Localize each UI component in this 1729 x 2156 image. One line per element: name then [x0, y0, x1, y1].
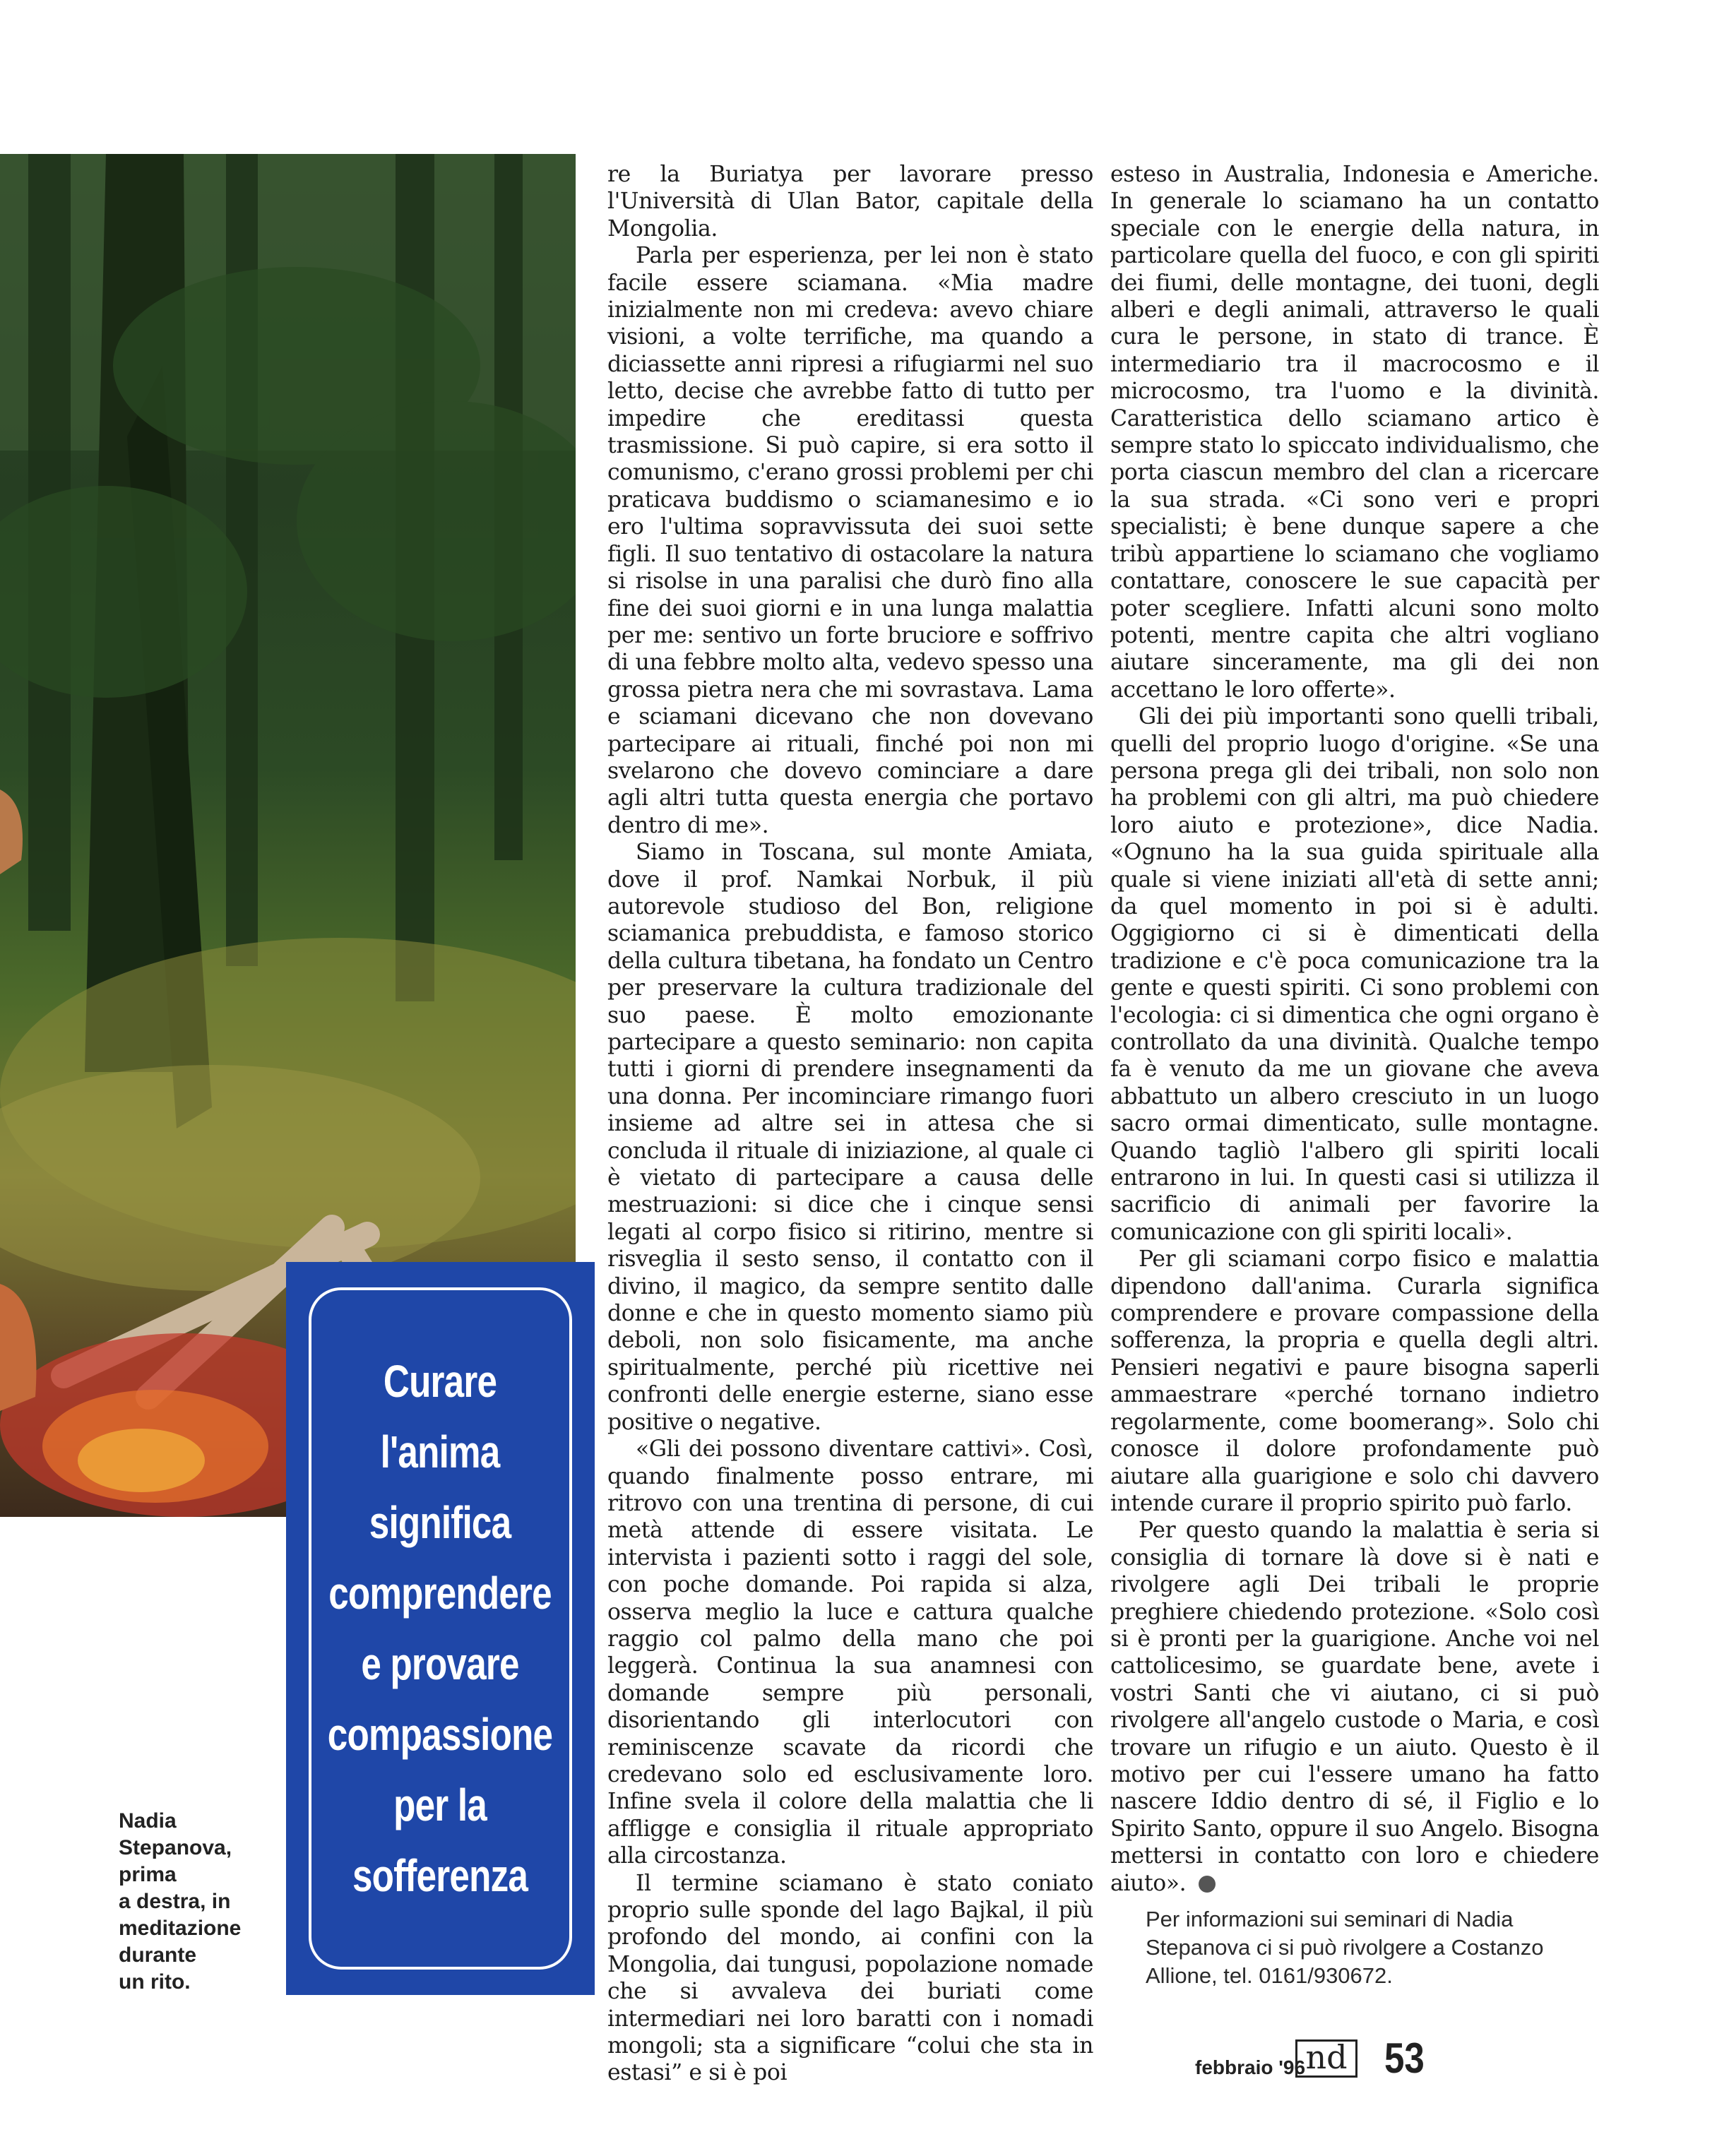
- caption-line: a destra, in: [119, 1890, 231, 1913]
- issue-date: febbraio '96: [1195, 2056, 1306, 2078]
- magazine-logo: nd: [1295, 2039, 1357, 2078]
- article-paragraph: esteso in Australia, Indonesia e Americhe. In generale lo sciamano ha un contatto speciale con le energie della natura, in particolare quella del fuoco, e con gli spiriti dei fiumi, delle montagne, dei tuoni, degli alberi e degli animali, attraverso le quali cura le persone, in stato di trance. È intermediario tra il macrocosmo e il microcosmo, tra l'uomo e la divinità. Caratteristica dello sciamano artico è sempre stato lo spiccato individualismo, che porta ciascun membro del clan a ricercare la sua strada. «Ci sono veri e propri specialisti; è bene dunque sapere a che tribù appartiene lo sciamano che vogliamo contattare, conoscere le sue capacità per poter scegliere. Infatti alcuni sono molto potenti, mentre capita che altri vogliano aiutare sinceramente, ma gli dei non accettano le loro offerte».: [1110, 162, 1599, 703]
- caption-line: meditazione: [119, 1917, 242, 1940]
- article-column-2: [1110, 161, 1599, 1897]
- pull-quote-frame: [309, 1287, 572, 1970]
- article-paragraph: Per gli sciamani corpo fisico e malattia dipendono dall'anima. Curarla significa comprendere e provare compassione della sofferenza, la propria e quella degli altri. Pensieri negativi e paure bisogna saperli ammaestrare «perché tornano indietro regolarmente, come boomerang». Solo chi conosce il dolore profondamente può aiutare alla guarigione e solo chi davvero intende curare il proprio spirito può farlo.: [1110, 1246, 1599, 1516]
- article-paragraph: Parla per esperienza, per lei non è stato facile essere sciamana. «Mia madre inizialmente non mi credeva: avevo chiare visioni, a volte terrifiche, ma quando a diciassette anni ripresi a rifugiarmi nel suo letto, decise che avrebbe fatto di tutto per impedire che ereditassi questa trasmissione. Si può capire, si era sotto il comunismo, c'erano grossi problemi per chi praticava buddismo o sciamanesimo e io ero l'ultima sopravvissuta dei suoi sette figli. Il suo tentativo di ostacolare la natura si risolse in una paralisi che durò fino alla fine dei suoi giorni e in una lunga malattia per me: sentivo un forte bruciore e soffrivo di una febbre molto alta, vedevo spesso una grossa pietra nera che mi sovrastava. Lama e sciamani dicevano che non dovevano partecipare ai rituali, finché poi non mi svelarono che dovevo cominciare a dare agli altri tutta questa energia che portavo dentro di me».: [607, 243, 1093, 838]
- article-paragraph: re la Buriatya per lavorare presso l'Università di Ulan Bator, capitale della Mongolia.: [607, 162, 1093, 242]
- article-column-1: [607, 161, 1093, 2087]
- caption-line: durante: [119, 1943, 197, 1967]
- pull-quote-line: sofferenza: [352, 1850, 528, 1901]
- photo-caption: [119, 1808, 260, 1996]
- pull-quote-line: compassione: [328, 1709, 553, 1760]
- pull-quote-line: per la: [393, 1780, 487, 1830]
- pull-quote-line: e provare: [361, 1638, 520, 1689]
- article-paragraph: Gli dei più importanti sono quelli tribali, quelli del proprio luogo d'origine. «Se una persona prega gli dei tribali, non solo non ha problemi con gli altri, ma può chiedere loro aiuto e protezione», dice Nadia. «Ognuno ha la sua guida spirituale alla quale si viene iniziati all'età di sette anni; da quel momento in poi si è adulti. Oggigiorno ci si è dimenticati della tradizione e c'è poca comunicazione tra la gente e questi spiriti. Ci sono problemi con l'ecologia: ci si dimentica che ogni organo è controllato da una divinità. Qualche tempo fa è venuto da me un giovane che aveva abbattuto un albero cresciuto in un luogo sacro ormai dimenticato, sulle montagne. Quando tagliò l'albero gli spiriti locali entrarono in lui. In questi casi si utilizza il sacrificio di animali per favorire la comunicazione con gli spiriti locali».: [1110, 704, 1599, 1245]
- article-paragraph-text: Per questo quando la malattia è seria si consiglia di tornare là dove si è nati e rivolgere agli Dei tribali le proprie preghiere chiedendo protezione. «Solo così si è pronti per la guarigione. Anche voi nel cattolicesimo, se guardate bene, avete i vostri Santi che vi aiutano, ci si può rivolgere all'angelo custode o Maria, e così trovare un rifugio e un aiuto. Questo è il motivo per cui l'essere umano ha fatto nascere Iddio dentro di sé, il Figlio e lo Spirito Santo, oppure il suo Angelo. Bisogna mettersi in contatto con loro e chiedere aiuto».: [1110, 1518, 1599, 1896]
- article-paragraph: [1110, 1517, 1599, 1897]
- pull-quote-box: [286, 1262, 595, 1995]
- caption-line: prima: [119, 1863, 177, 1886]
- caption-line: un rito.: [119, 1970, 191, 1994]
- pull-quote-line: comprendere: [328, 1568, 552, 1619]
- caption-line: Nadia: [119, 1809, 177, 1833]
- pull-quote-line: Curare: [384, 1356, 497, 1407]
- caption-line: Stepanova,: [119, 1836, 232, 1859]
- info-note: Per informazioni sui seminari di Nadia Stepanova ci si può rivolgere a Costanzo Allione, tel. 0161/930672.: [1146, 1907, 1544, 1988]
- pull-quote-text: [328, 1346, 552, 1911]
- article-paragraph: Siamo in Toscana, sul monte Amiata, dove il prof. Namkai Norbuk, il più autorevole studioso del Bon, religione sciamanica prebuddista, e famoso storico della cultura tibetana, ha fondato un Centro per preservare la cultura tradizionale del suo paese. È molto emozionante partecipare a questo seminario: non capita tutti i giorni di prendere insegnamenti da una donna. Per incominciare rimango fuori insieme ad altre sei in attesa che si concluda il rituale di iniziazione, al quale ci è vietato di partecipare a causa delle mestruazioni: si dice che i cinque sensi legati al corpo fisico si ritirino, mentre si risveglia il sesto senso, il contatto con il divino, il magico, da sempre sentito dalle donne e che in questo momento siamo più deboli, non solo fisicamente, ma anche spiritualmente, perché più ricettive nei confronti delle energie esterne, siano esse positive o negative.: [607, 840, 1093, 1435]
- article-paragraph: Il termine sciamano è stato coniato proprio sulle sponde del lago Bajkal, il più profondo del mondo, ai confini con la Mongolia, dai tungusi, popolazione nomade che si avvaleva dei buriati come intermediari nei loro baratti con i nomadi mongoli; sta a significare “colui che sta in estasi” e si è poi: [607, 1870, 1093, 2086]
- article-paragraph: «Gli dei possono diventare cattivi». Così, quando finalmente posso entrare, mi ritrovo con una trentina di persone, di cui metà attende di essere visitata. Le intervista i pazienti sotto i raggi del sole, con poche domande. Poi rapida si alza, osserva meglio la luce e cattura qualche raggio col palmo della mano che poi leggerà. Continua la sua anamnesi con domande sempre più personali, disorientando gli interlocutori con reminiscenze scavate da ricordi che credevano solo ed esclusivamente loro. Infine svela il colore della malattia che li affligge e consiglia il rituale appropriato alla circostanza.: [607, 1436, 1093, 1869]
- pull-quote-line: significa: [369, 1497, 511, 1548]
- pull-quote-line: l'anima: [381, 1427, 500, 1477]
- page-footer: [1195, 2034, 1619, 2083]
- page-number: 53: [1384, 2035, 1425, 2082]
- end-of-article-dot-icon: [1199, 1876, 1216, 1893]
